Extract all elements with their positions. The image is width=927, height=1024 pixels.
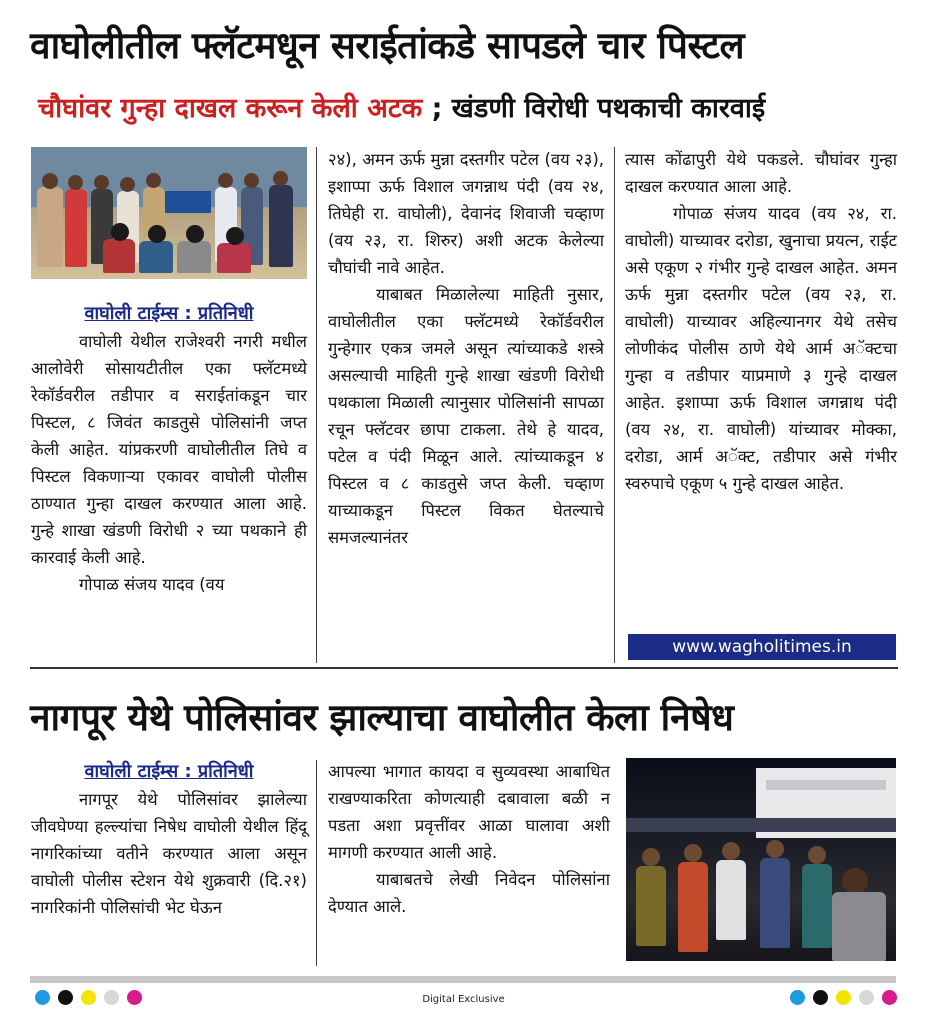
article1-paragraph: गोपाळ संजय यादव (वय २४, रा. वाघोली) याच्यावर दरोडा, खुनाचा प्रयत्न, राईट असे एकूण २ गंभीर गुन्हे दाखल आहेत. अमन ऊर्फ मुन्ना दस्तगीर पटेल (वय २३, रा. वाघोली) याच्यावर अहिल्यानगर येथे तसेच लोणीकंद पोलीस ठाणे येथे आर्म अॅक्टचा गुन्हा व तडीपार याप्रमाणे ३ गुन्हे दाखल आहेत. इशाप्पा ऊर्फ विशाल जगन्नाथ पंदी (वय २४, रा. वाघोली) यांच्यावर मोक्का, दरोडा, आर्म अॅक्ट, तडीपार असे गंभीर स्वरुपाचे एकूण ५ गुन्हे दाखल आहेत. [625,204,897,493]
article2-paragraph: नागपूर येथे पोलिसांवर झालेल्या जीवघेण्या हल्ल्यांचा निषेध वाघोली येथील हिंदू नागरिकांच्या वतीने करण्यात आला असून वाघोली पोलीस स्टेशन येथे शुक्रवारी (दि.२१) नागरिकांनी पोलिसांची भेट घेऊन [31,790,307,917]
main-headline: वाघोलीतील फ्लॅटमधून सराईतांकडे सापडले चार पिस्टल [30,24,745,67]
article2-column2 [328,758,610,920]
article2-paragraph: आपल्या भागात कायदा व सुव्यवस्था आबाधित राखण्याकरिता कोणत्याही दबावाला बळी न पडता अशा प्रवृत्तींवर आळा घालावा अशी मागणी करण्यात आली आहे. [328,762,610,862]
article1-paragraph: गोपाळ संजय यादव (वय [79,575,225,594]
article1-paragraph: त्यास कोंढापुरी येथे पकडले. चौघांवर गुन्हा दाखल करण्यात आला आहे. [625,150,897,196]
sub-headline [38,88,898,125]
article1-column1 [31,300,307,598]
section-divider [30,667,898,669]
article1-column2 [328,146,604,551]
gray-dot-icon [859,990,874,1005]
arrest-group-photo [31,147,307,279]
cyan-dot-icon [790,990,805,1005]
magenta-dot-icon [882,990,897,1005]
protest-night-photo [626,758,896,961]
sub-headline-black: खंडणी विरोधी पथकाची कारवाई [451,93,766,124]
article1-paragraph: वाघोली येथील राजेश्वरी नगरी मधील आलोवेरी सोसायटीतील एका फ्लॅटमध्ये रेकॉर्डवरील तडीपार व सराईतांकडून चार पिस्टल, ८ जिवंत काडतुसे पोलिसांनी जप्त केली आहेत. यांप्रकरणी वाघोलीतील तिघे व पिस्टल विकणाऱ्या एकावर वाघोली पोलीस ठाण्यात गुन्हा दाखल करण्यात आला आहे. गुन्हे शाखा खंडणी विरोधी २ च्या पथकाने ही कारवाई केली आहे. [31,332,307,567]
second-headline: नागपूर येथे पोलिसांवर झाल्याचा वाघोलीत केला निषेध [30,696,734,739]
website-link[interactable]: www.wagholitimes.in [628,634,896,660]
footer-bar [30,976,896,983]
article1-paragraph: २४), अमन ऊर्फ मुन्ना दस्तगीर पटेल (वय २३), इशाप्पा ऊर्फ विशाल जगन्नाथ पंदी (वय २४, तिघेही रा. वाघोली), देवानंद शिवाजी चव्हाण (वय २३, रा. शिरुर) अशी अटक केलेल्या चौघांची नावे आहेत. [328,150,604,277]
footer-label: Digital Exclusive [422,994,505,1005]
byline: वाघोली टाईम्स : प्रतिनिधी [84,303,254,324]
article2-column1 [31,758,307,921]
sub-headline-separator: ; [422,93,452,124]
article1-paragraph: याबाबत मिळालेल्या माहिती नुसार, वाघोलीतील एका फ्लॅटमध्ये रेकॉर्डवरील गुन्हेगार एकत्र जमले असून त्यांच्याकडे शस्त्रे असल्याची माहिती गुन्हे शाखा खंडणी विरोधी पथकाला मिळाली त्यानुसार पोलिसांनी सापळा रचून फ्लॅटवर छापा टाकला. तेथे हे यादव, पटेल व पंदी मिळून आले. त्यांच्याकडून ४ पिस्टल व ८ काडतुसे जप्त केली. चव्हाण याच्याकडून पिस्टल विकत घेतल्याचे समजल्यानंतर [328,285,604,547]
column-divider [316,147,317,663]
column-divider [316,760,317,966]
sub-headline-red: चौघांवर गुन्हा दाखल करून केली अटक [38,93,423,124]
article2-paragraph: याबाबतचे लेखी निवेदन पोलिसांना देण्यात आले. [328,870,610,916]
article1-column3 [625,146,897,497]
column-divider [614,147,615,663]
black-dot-icon [813,990,828,1005]
byline: वाघोली टाईम्स : प्रतिनिधी [84,761,254,782]
yellow-dot-icon [836,990,851,1005]
